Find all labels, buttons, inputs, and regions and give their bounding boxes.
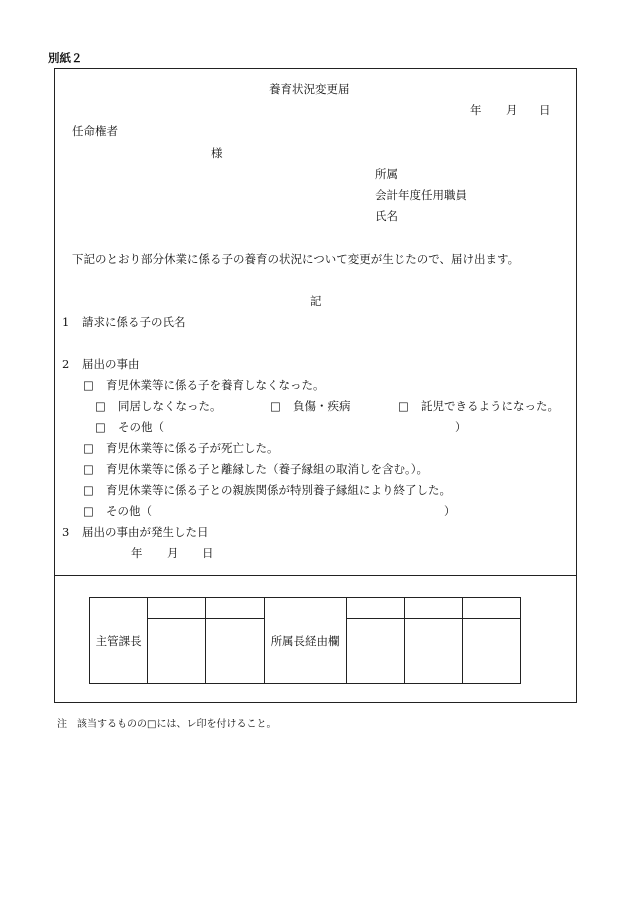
supervisor-label: 主管課長 (90, 598, 148, 684)
recipient: 任命権者 (72, 124, 118, 138)
date-day: 日 (539, 103, 551, 117)
intro-text: 下記のとおり部分休業に係る子の養育の状況について変更が生じたので、届け出ます。 (72, 252, 520, 266)
option-text: 育児休業等に係る子が死亡した。 (106, 441, 279, 455)
stamp-cell[interactable] (206, 619, 264, 684)
sub-option-text: 負傷・疾病 (293, 399, 351, 413)
sub-option-text: 同居しなくなった。 (118, 399, 222, 413)
date-month: 月 (506, 103, 518, 117)
route-label: 所属長経由欄 (264, 598, 346, 684)
event-date-day: 日 (202, 546, 214, 560)
checkbox[interactable]: □ (270, 399, 281, 413)
option-text: 育児休業等に係る子との親族関係が特別養子縁組により終了した。 (106, 483, 451, 497)
footnote: 注 該当するものの□には、レ印を付けること。 (57, 719, 277, 730)
checkbox[interactable]: □ (83, 483, 94, 497)
name-label: 氏名 (375, 209, 398, 223)
position-label: 会計年度任用職員 (375, 188, 467, 202)
checkbox[interactable]: □ (83, 462, 94, 476)
close-paren: ） (455, 420, 467, 434)
stamp-cell[interactable] (148, 619, 206, 684)
stamp-cell[interactable] (462, 598, 520, 619)
approval-table (89, 597, 521, 684)
checkbox[interactable]: □ (83, 378, 94, 392)
stamp-cell[interactable] (206, 598, 264, 619)
option-text: 育児休業等に係る子を養育しなくなった。 (106, 378, 325, 392)
checkbox[interactable]: □ (95, 420, 106, 434)
sub-option-text: その他（ (118, 420, 164, 434)
ki-mark: 記 (310, 294, 322, 308)
close-paren: ） (444, 504, 456, 518)
stamp-cell[interactable] (404, 619, 462, 684)
checkbox[interactable]: □ (83, 504, 94, 518)
section1-number: 1 (62, 315, 70, 329)
stamp-cell[interactable] (404, 598, 462, 619)
form-divider (54, 575, 577, 576)
affiliation-label: 所属 (375, 167, 398, 181)
checkbox[interactable]: □ (398, 399, 409, 413)
stamp-cell[interactable] (148, 598, 206, 619)
honorific: 様 (211, 146, 223, 160)
attachment-label: 別紙２ (48, 51, 83, 65)
stamp-cell[interactable] (462, 619, 520, 684)
sub-option-text: 託児できるようになった。 (421, 399, 559, 413)
option-text: 育児休業等に係る子と離縁した（養子縁組の取消しを含む。）。 (106, 462, 428, 476)
option-text: その他（ (106, 504, 152, 518)
section1-label: 請求に係る子の氏名 (82, 315, 186, 329)
checkbox[interactable]: □ (83, 441, 94, 455)
stamp-cell[interactable] (346, 619, 404, 684)
section2-number: 2 (62, 357, 70, 371)
stamp-cell[interactable] (346, 598, 404, 619)
checkbox[interactable]: □ (95, 399, 106, 413)
event-date-month: 月 (167, 546, 179, 560)
event-date-year: 年 (131, 546, 143, 560)
section3-label: 届出の事由が発生した日 (82, 525, 209, 539)
section2-label: 届出の事由 (82, 357, 140, 371)
form-title: 養育状況変更届 (269, 82, 350, 96)
date-year: 年 (470, 103, 482, 117)
section3-number: 3 (62, 525, 70, 539)
